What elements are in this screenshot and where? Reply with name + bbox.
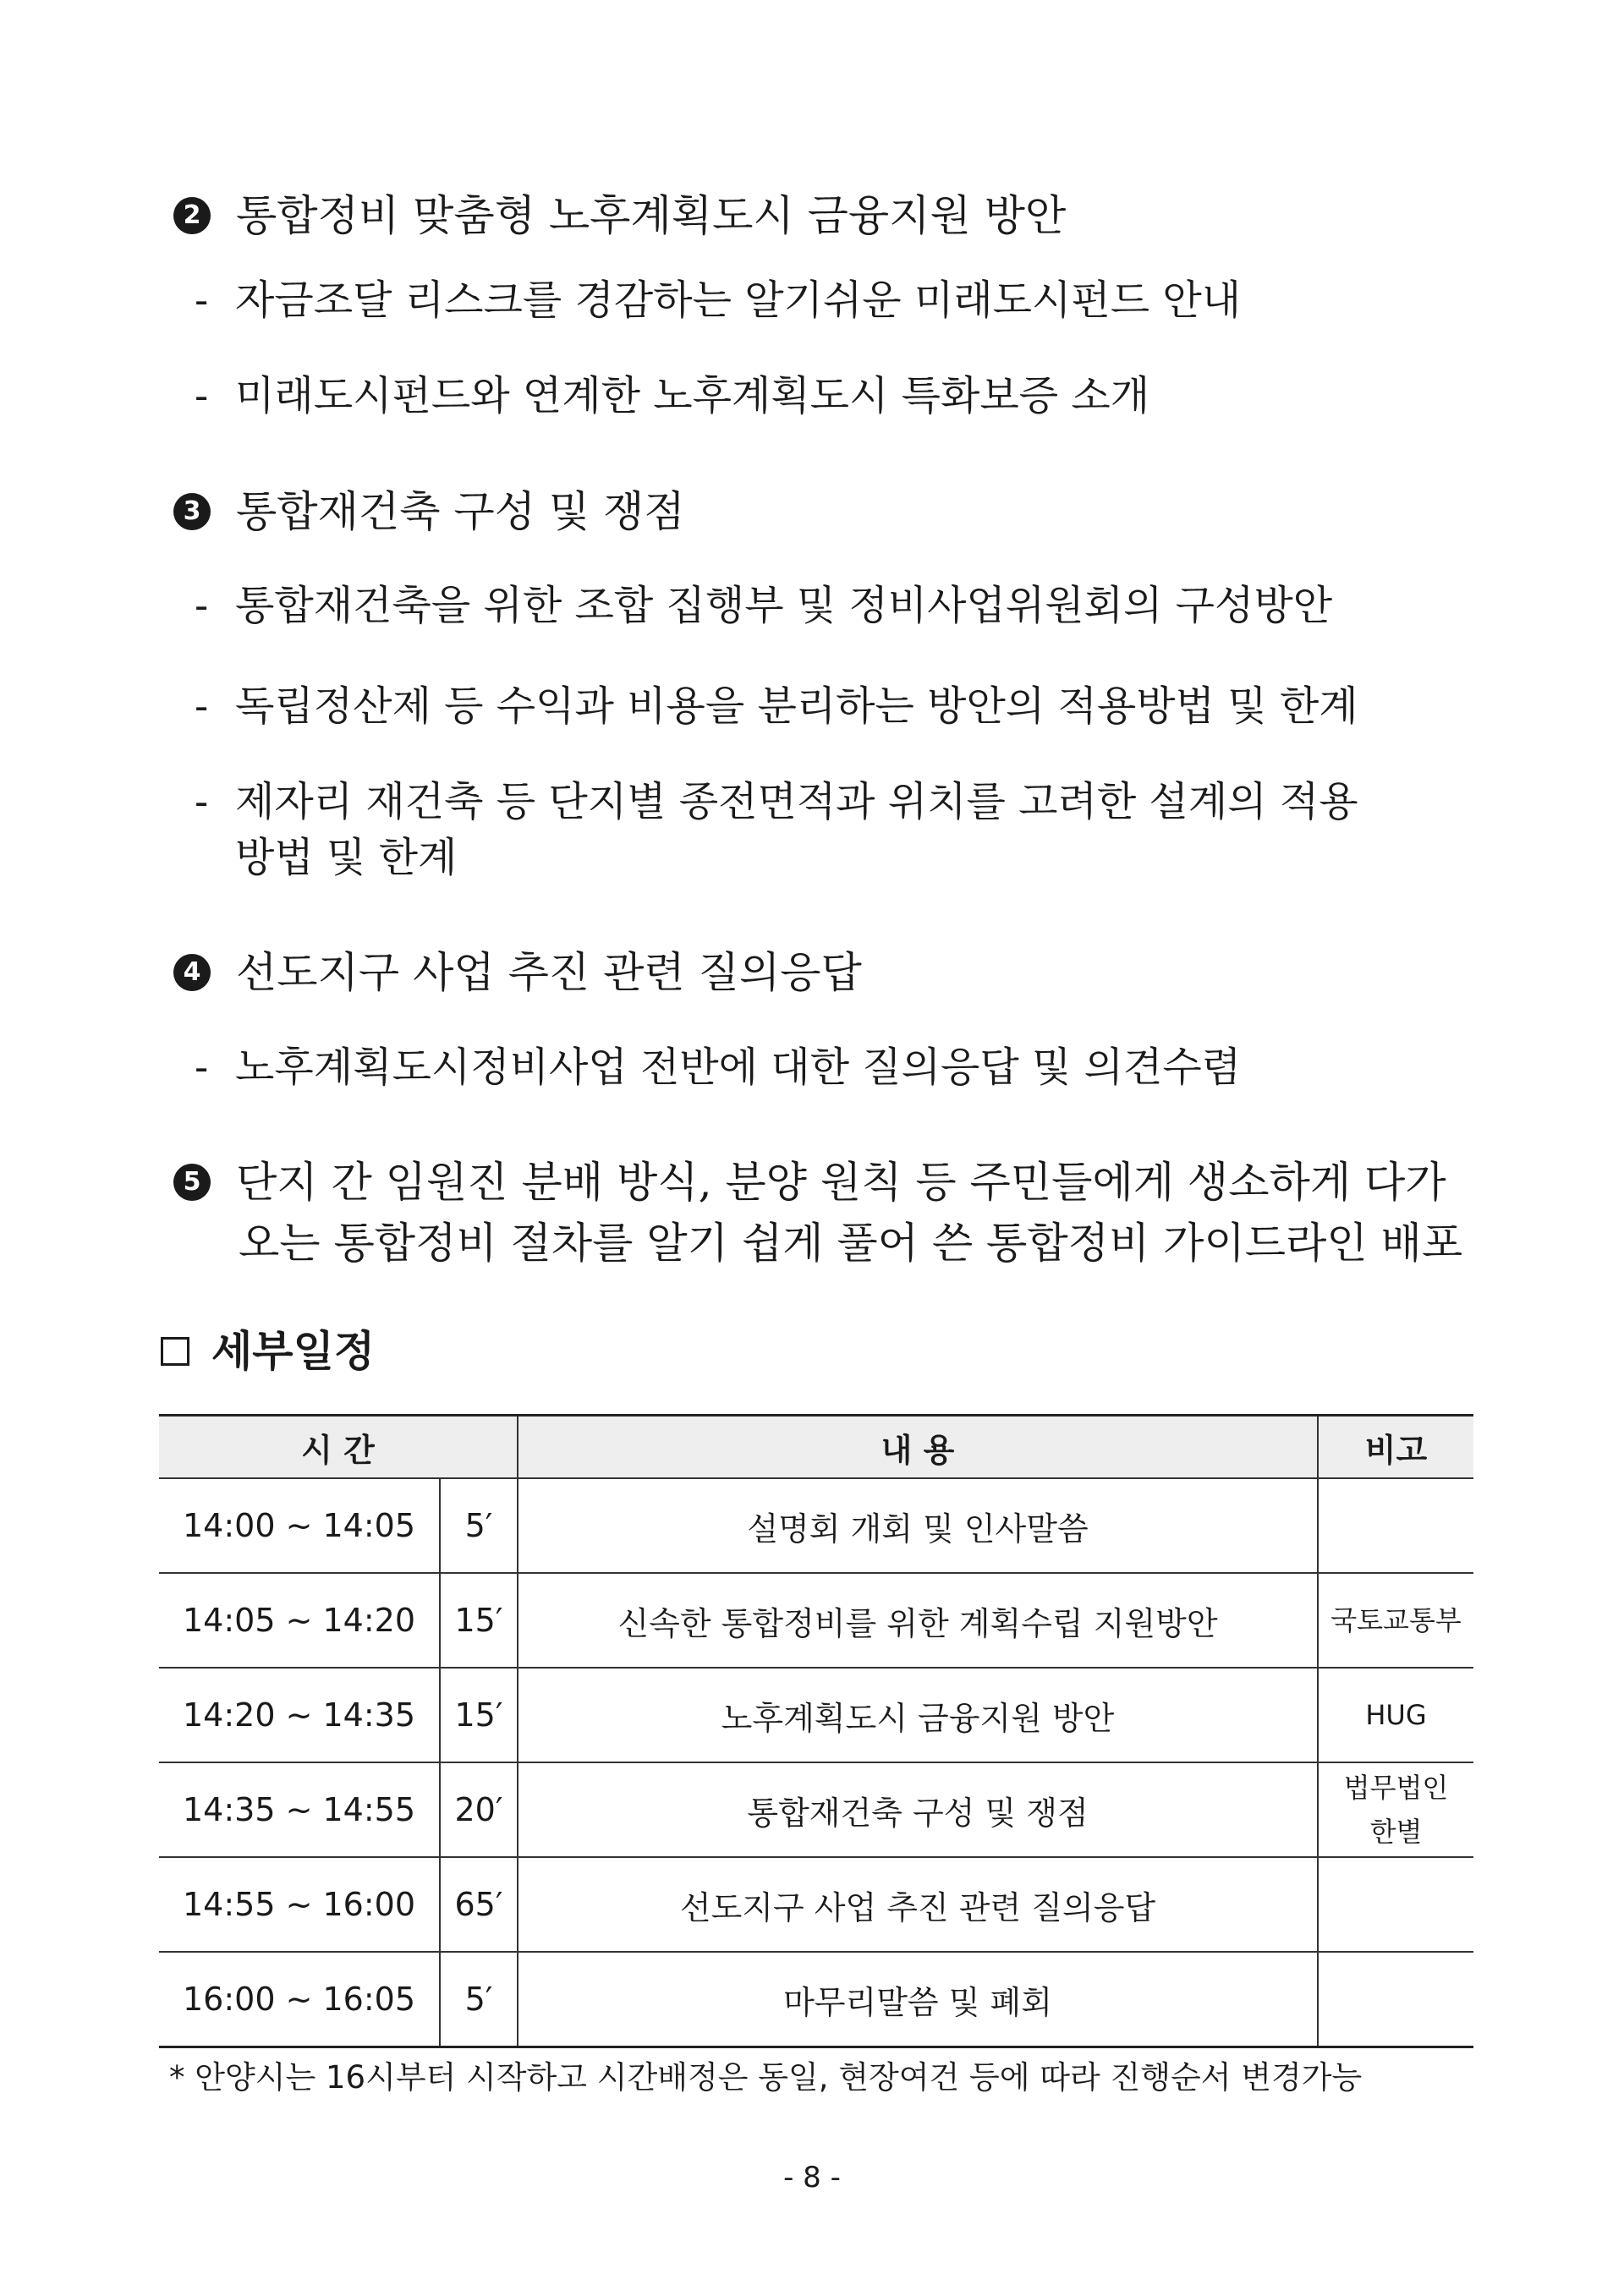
section-4-heading (173, 947, 862, 998)
cell-duration: 65′ (440, 1857, 518, 1952)
cell-time: 16:00 ~ 16:05 (159, 1952, 440, 2047)
cell-note (1318, 1952, 1473, 2047)
bullet-item: - 통합재건축을 위한 조합 집행부 및 정비사업위원회의 구성방안 (195, 582, 1333, 629)
cell-note (1318, 1478, 1473, 1573)
bullet-text: 독립정산제 등 수익과 비용을 분리하는 방안의 적용방법 및 한계 (235, 682, 1358, 730)
table-row (159, 1478, 1473, 1573)
bullet-item: - 노후계획도시정비사업 전반에 대한 질의응답 및 의견수렴 (195, 1044, 1242, 1091)
cell-duration: 5′ (440, 1478, 518, 1573)
cell-note: 국토교통부 (1318, 1573, 1473, 1668)
cell-content: 노후계획도시 금융지원 방안 (518, 1668, 1318, 1762)
number-5-icon: 5 (173, 1164, 211, 1201)
cell-duration: 15′ (440, 1573, 518, 1668)
number-4-icon: 4 (173, 954, 211, 991)
bullet-item: - 독립정산제 등 수익과 비용을 분리하는 방안의 적용방법 및 한계 (195, 682, 1358, 730)
number-2-icon: 2 (173, 197, 211, 234)
section-2-title: 통합정비 맞춤형 노후계획도시 금융지원 방안 (236, 191, 1067, 240)
bullet-item: - 자금조달 리스크를 경감하는 알기쉬운 미래도시펀드 안내 (195, 277, 1242, 324)
schedule-heading-text: 세부일정 (211, 1327, 376, 1376)
cell-content: 통합재건축 구성 및 쟁점 (518, 1762, 1318, 1857)
header-note: 비고 (1318, 1416, 1473, 1479)
bullet-text: 자금조달 리스크를 경감하는 알기쉬운 미래도시펀드 안내 (235, 277, 1242, 324)
bullet-continuation: 방법 및 한계 (235, 834, 458, 881)
cell-note: HUG (1318, 1668, 1473, 1762)
header-content: 내 용 (518, 1416, 1318, 1479)
table-row (159, 1668, 1473, 1762)
schedule-footnote: * 안양시는 16시부터 시작하고 시간배정은 동일, 현장여건 등에 따라 진행순서 변경가능 (169, 2059, 1363, 2096)
cell-duration: 20′ (440, 1762, 518, 1857)
bullet-text: 노후계획도시정비사업 전반에 대한 질의응답 및 의견수렴 (235, 1044, 1242, 1091)
schedule-table (159, 1414, 1473, 2048)
bullet-text: 미래도시펀드와 연계한 노후계획도시 특화보증 소개 (235, 372, 1150, 419)
section-3-heading (173, 486, 685, 537)
section-5-title: 단지 간 임원진 분배 방식, 분양 원칙 등 주민들에게 생소하게 다가 (236, 1158, 1446, 1207)
table-row (159, 1952, 1473, 2047)
section-5-heading (173, 1157, 1446, 1208)
schedule-heading (161, 1326, 375, 1377)
cell-duration: 5′ (440, 1952, 518, 2047)
bullet-item: - 미래도시펀드와 연계한 노후계획도시 특화보증 소개 (195, 372, 1150, 419)
table-row (159, 1573, 1473, 1668)
section-3-title: 통합재건축 구성 및 쟁점 (236, 487, 685, 536)
header-time: 시 간 (159, 1416, 518, 1479)
table-row (159, 1857, 1473, 1952)
bullet-text: 통합재건축을 위한 조합 집행부 및 정비사업위원회의 구성방안 (235, 582, 1333, 629)
cell-content: 마무리말씀 및 폐회 (518, 1952, 1318, 2047)
cell-content: 신속한 통합정비를 위한 계획수립 지원방안 (518, 1573, 1318, 1668)
cell-time: 14:20 ~ 14:35 (159, 1668, 440, 1762)
table-row (159, 1762, 1473, 1857)
bullet-item: - 제자리 재건축 등 단지별 종전면적과 위치를 고려한 설계의 적용 (195, 778, 1358, 825)
table-header-row (159, 1416, 1473, 1479)
cell-time: 14:00 ~ 14:05 (159, 1478, 440, 1573)
cell-time: 14:35 ~ 14:55 (159, 1762, 440, 1857)
page-number: - 8 - (783, 2161, 841, 2195)
cell-time: 14:05 ~ 14:20 (159, 1573, 440, 1668)
cell-time: 14:55 ~ 16:00 (159, 1857, 440, 1952)
cell-content: 설명회 개회 및 인사말씀 (518, 1478, 1318, 1573)
cell-content: 선도지구 사업 추진 관련 질의응답 (518, 1857, 1318, 1952)
cell-duration: 15′ (440, 1668, 518, 1762)
section-5-title-continuation: 오는 통합정비 절차를 알기 쉽게 풀어 쓴 통합정비 가이드라인 배포 (239, 1219, 1463, 1268)
cell-note (1318, 1857, 1473, 1952)
section-2-heading (173, 190, 1066, 241)
cell-note: 법무법인 한별 (1318, 1762, 1473, 1857)
number-3-icon: 3 (173, 493, 211, 530)
bullet-text: 제자리 재건축 등 단지별 종전면적과 위치를 고려한 설계의 적용 (235, 778, 1358, 825)
checkbox-square-icon (161, 1337, 189, 1366)
section-4-title: 선도지구 사업 추진 관련 질의응답 (236, 948, 862, 997)
